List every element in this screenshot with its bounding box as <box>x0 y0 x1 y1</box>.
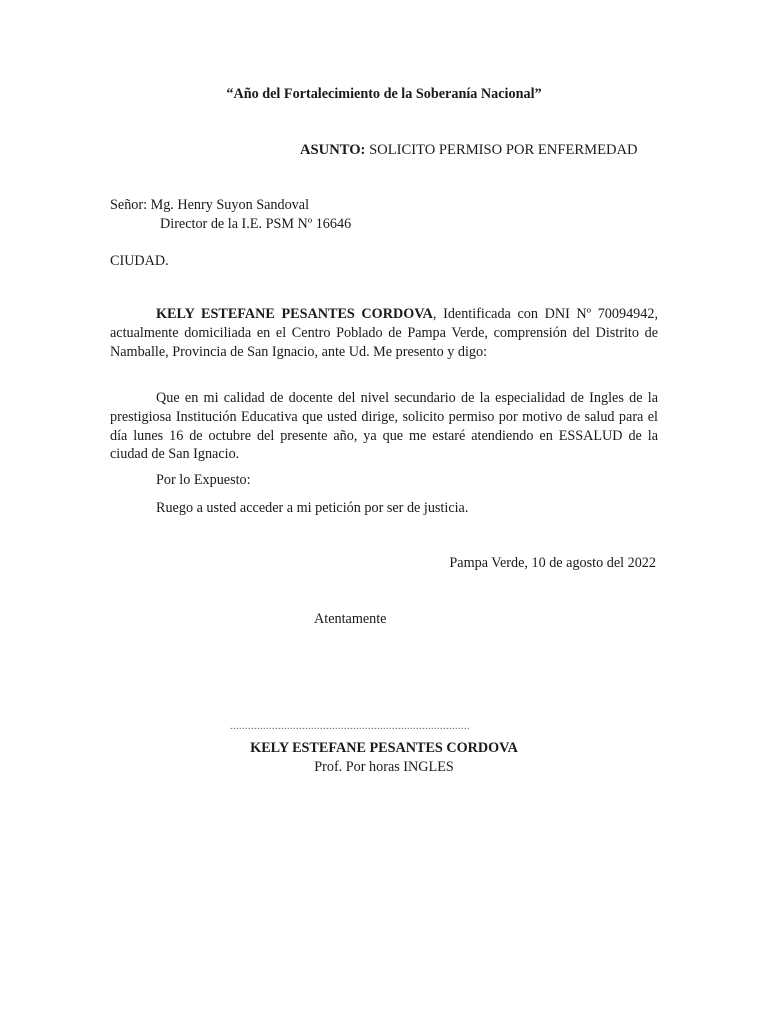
year-title: “Año del Fortalecimiento de la Soberanía Nacional” <box>226 86 542 102</box>
closing-salutation: Atentamente <box>314 611 387 627</box>
subject-line <box>300 143 638 158</box>
signature-name: KELY ESTEFANE PESANTES CORDOVA <box>250 740 518 756</box>
signature-role: Prof. Por horas INGLES <box>314 759 454 775</box>
paragraph-1-text: , Identificada con DNI Nº 70094942, actualmente domiciliada en el Centro Poblado de Pampa Verde, comprensión del Distrito de Namballe, Provincia de San Ignacio, ante Ud. Me presento y digo: <box>110 306 658 360</box>
body-paragraph-1 <box>110 305 658 361</box>
place-date: Pampa Verde, 10 de agosto del 2022 <box>449 555 656 571</box>
subject-label: ASUNTO: <box>300 142 366 158</box>
ruego-line: Ruego a usted acceder a mi petición por ser de justicia. <box>156 500 469 516</box>
signature-line: ................................................................................ <box>230 722 470 732</box>
addressee-city: CIUDAD. <box>110 253 169 269</box>
addressee-line-2: Director de la I.E. PSM Nº 16646 <box>160 216 352 232</box>
addressee-line-1: Señor: Mg. Henry Suyon Sandoval <box>110 197 310 213</box>
expuesto-line: Por lo Expuesto: <box>156 472 251 488</box>
body-paragraph-2: Que en mi calidad de docente del nivel secundario de la especialidad de Ingles de la prestigiosa Institución Educativa que usted dirige, solicito permiso por motivo de salud para el día lunes 16 de octubre del presente año, ya que me estaré atendiendo en ESSALUD de la ciudad de San Ignacio. <box>110 390 658 463</box>
subject-text: SOLICITO PERMISO POR ENFERMEDAD <box>365 142 638 158</box>
applicant-name: KELY ESTEFANE PESANTES CORDOVA <box>156 306 433 322</box>
